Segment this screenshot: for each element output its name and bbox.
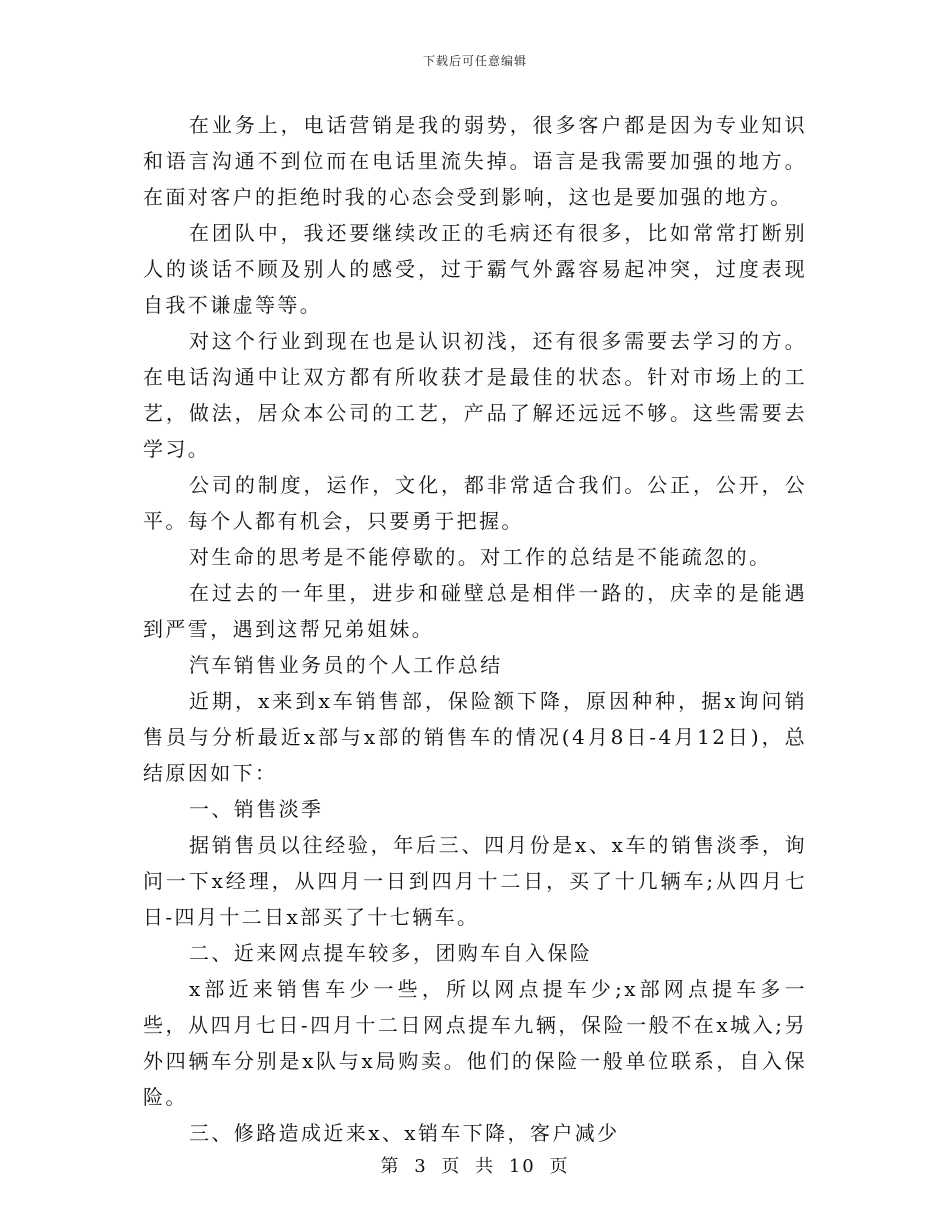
paragraph-9: x部近来销售车少一些，所以网点提车少;x部网点提车多一些，从四月七日-四月十二日网点提车九辆，保险一般不在x城入;另外四辆车分别是x队与x局购卖。他们的保险一般单位联系，自入保险。 (143, 977, 807, 1109)
paragraph-7: 近期，x来到x车销售部，保险额下降，原因种种，据x询问销售员与分析最近x部与x部的销售车的情况(4月8日-4月12日)，总结原因如下： (143, 689, 807, 785)
paragraph-5: 对生命的思考是不能停歇的。对工作的总结是不能疏忽的。 (189, 545, 772, 569)
heading-1: 一、销售淡季 (189, 797, 324, 821)
paragraph-2: 在团队中，我还要继续改正的毛病还有很多，比如常常打断别人的谈话不顾及别人的感受，过于霸气外露容易起冲突，过度表现自我不谦虚等等。 (143, 221, 807, 317)
paragraph-1: 在业务上，电话营销是我的弱势，很多客户都是因为专业知识和语言沟通不到位而在电话里流失掉。语言是我需要加强的地方。在面对客户的拒绝时我的心态会受到影响，这也是要加强的地方。 (143, 113, 807, 209)
page-number: 第 3 页 共 10 页 (380, 1156, 570, 1177)
paragraph-6: 在过去的一年里，进步和碰壁总是相伴一路的，庆幸的是能遇到严雪，遇到这帮兄弟姐妹。 (143, 581, 807, 641)
heading-3: 三、修路造成近来x、x销车下降，客户减少 (189, 1121, 620, 1145)
paragraph-3: 对这个行业到现在也是认识初浅，还有很多需要去学习的方。在电话沟通中让双方都有所收获才是最佳的状态。针对市场上的工艺，做法，居众本公司的工艺，产品了解还远远不够。这些需要去学习。 (143, 329, 807, 461)
section-title: 汽车销售业务员的个人工作总结 (189, 653, 503, 677)
page-header-note: 下载后可任意编辑 (422, 54, 527, 68)
paragraph-4: 公司的制度，运作，文化，都非常适合我们。公正，公开，公平。每个人都有机会，只要勇于把握。 (143, 473, 807, 533)
paragraph-8: 据销售员以往经验，年后三、四月份是x、x车的销售淡季，询问一下x经理，从四月一日到四月十二日，买了十几辆车;从四月七日-四月十二日x部买了十七辆车。 (143, 833, 807, 929)
heading-2: 二、近来网点提车较多，团购车自入保险 (189, 941, 593, 965)
document-body (143, 107, 807, 1151)
